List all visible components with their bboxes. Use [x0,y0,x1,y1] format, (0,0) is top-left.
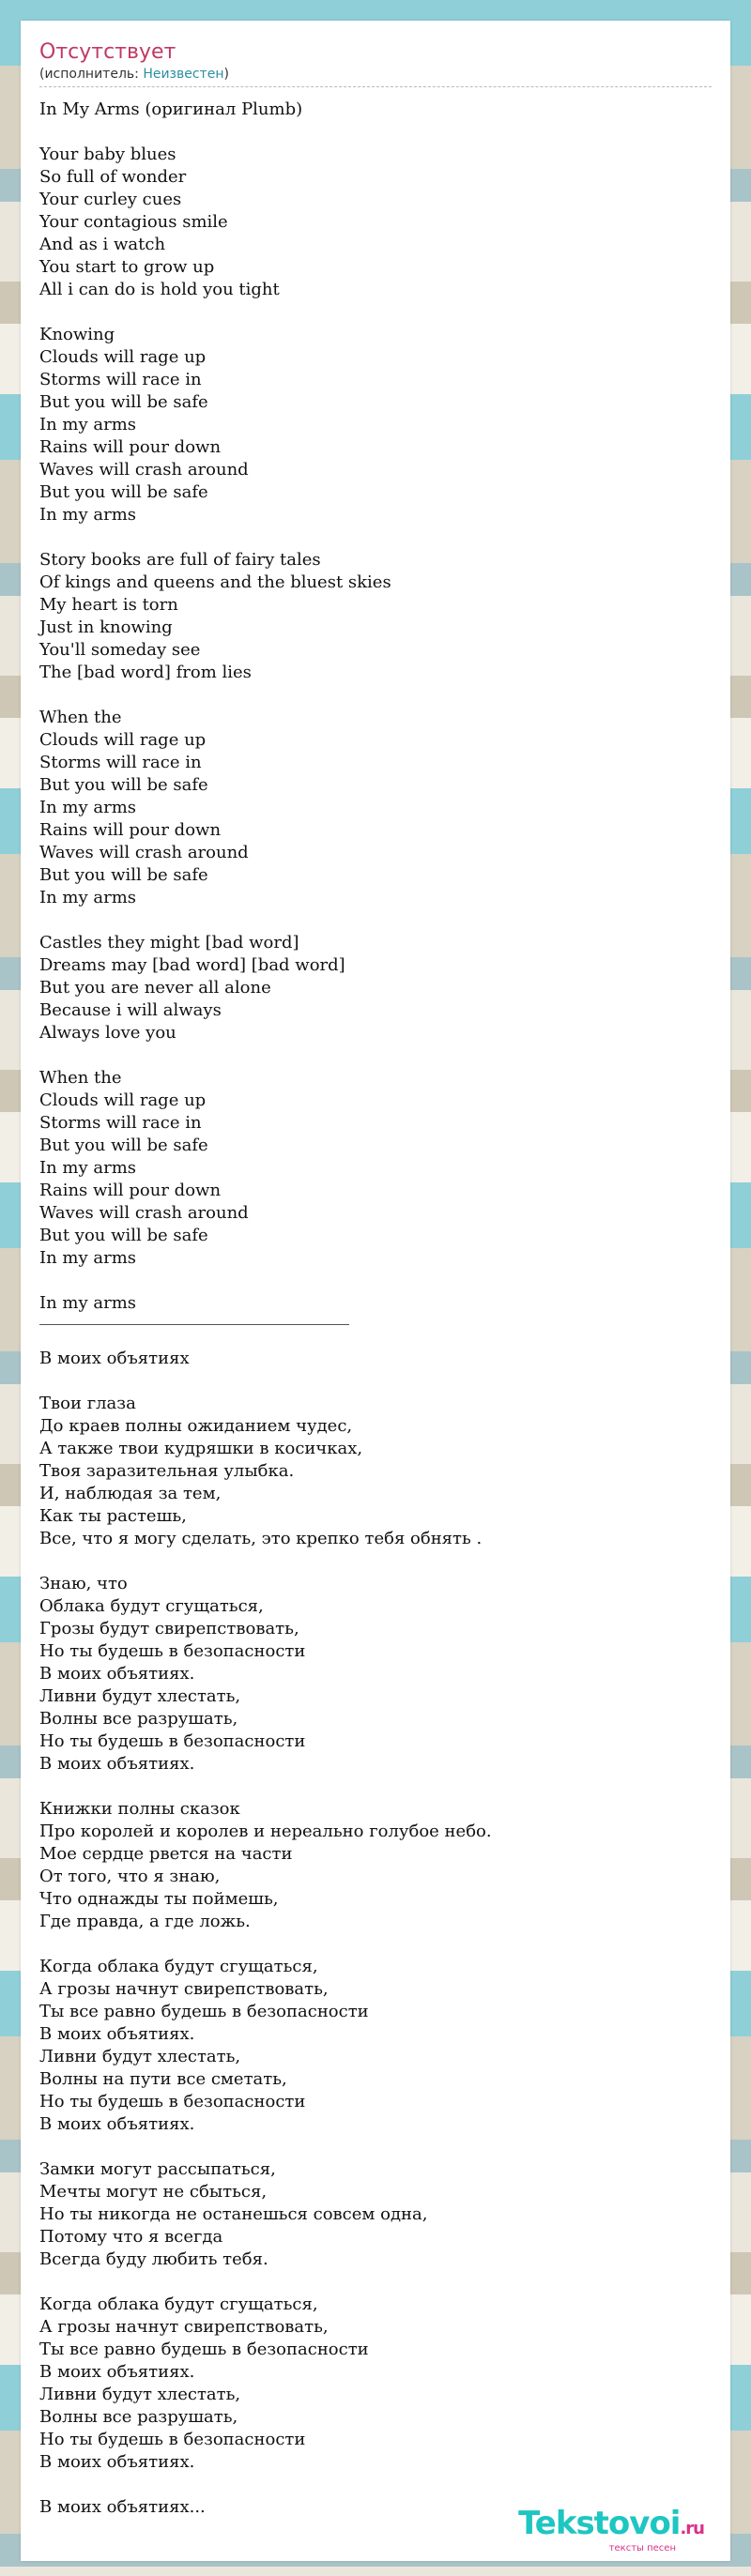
artist-prefix: (исполнитель: [39,67,144,82]
song-header [39,39,712,87]
logo-subtitle: тексты песен [608,2543,676,2553]
logo-main-text: Tekstovoi [518,2505,681,2542]
artist-suffix: ) [223,67,229,82]
site-logo[interactable] [518,2507,704,2553]
artist-line [39,66,712,83]
logo-domain: .ru [680,2519,704,2538]
lyrics-divider [39,1324,349,1325]
lyrics-original: In My Arms (оригинал Plumb) Your baby blues So full of wonder Your curley cues Your contagious smile And as i watch You start to grow up All i can do is hold you tight Knowing Clouds will rage up Storms will race in But you will be safe In my arms Rains will pour down Waves will crash around But you will be safe In my arms Story books are full of fairy tales Of kings and queens and the bluest skies My heart is torn Just in knowing You'll someday see The [bad word] from lies When the Clouds will rage up Storms will race in But you will be safe In my arms Rains will pour down Waves will crash around But you will be safe In my arms Castles they might [bad word] Dreams may [bad word] [bad word] But you are never all alone Because i will always Always love you When the Clouds will rage up Storms will race in But you will be safe In my arms Rains will pour down Waves will crash around But you will be safe In my arms In my arms [39,99,391,1313]
lyrics-card [21,21,730,2561]
song-title: Отсутствует [39,40,176,64]
artist-link[interactable]: Неизвестен [143,67,224,82]
lyrics-translation: В моих объятиях Твои глаза До краев полны ожиданием чудес, А также твои кудряшки в косичках, Твоя заразительная улыбка. И, наблюдая за тем, Как ты растешь, Все, что я могу сделать, это крепко тебя обнять . Знаю, что Облака будут сгущаться, Грозы будут свирепствовать, Но ты будешь в безопасности В моих объятиях. Ливни будут хлестать, Волны все разрушать, Но ты будешь в безопасности В моих объятиях. Книжки полны сказок Про королей и королев и нереально голубое небо. Мое сердце рвется на части От того, что я знаю, Что однажды ты поймешь, Где правда, а где ложь. Когда облака будут сгущаться, А грозы начнут свирепствовать, Ты все равно будешь в безопасности В моих объятиях. Ливни будут хлестать, Волны на пути все сметать, Но ты будешь в безопасности В моих объятиях. Замки могут рассыпаться, Мечты могут не сбыться, Но ты никогда не останешься совсем одна, Потому что я всегда Всегда буду любить тебя. Когда облака будут сгущаться, А грозы начнут свирепствовать, Ты все равно будешь в безопасности В моих объятиях. Ливни будут хлестать, Волны все разрушать, Но ты будешь в безопасности В моих объятиях. В моих объятиях... [39,1349,492,2517]
